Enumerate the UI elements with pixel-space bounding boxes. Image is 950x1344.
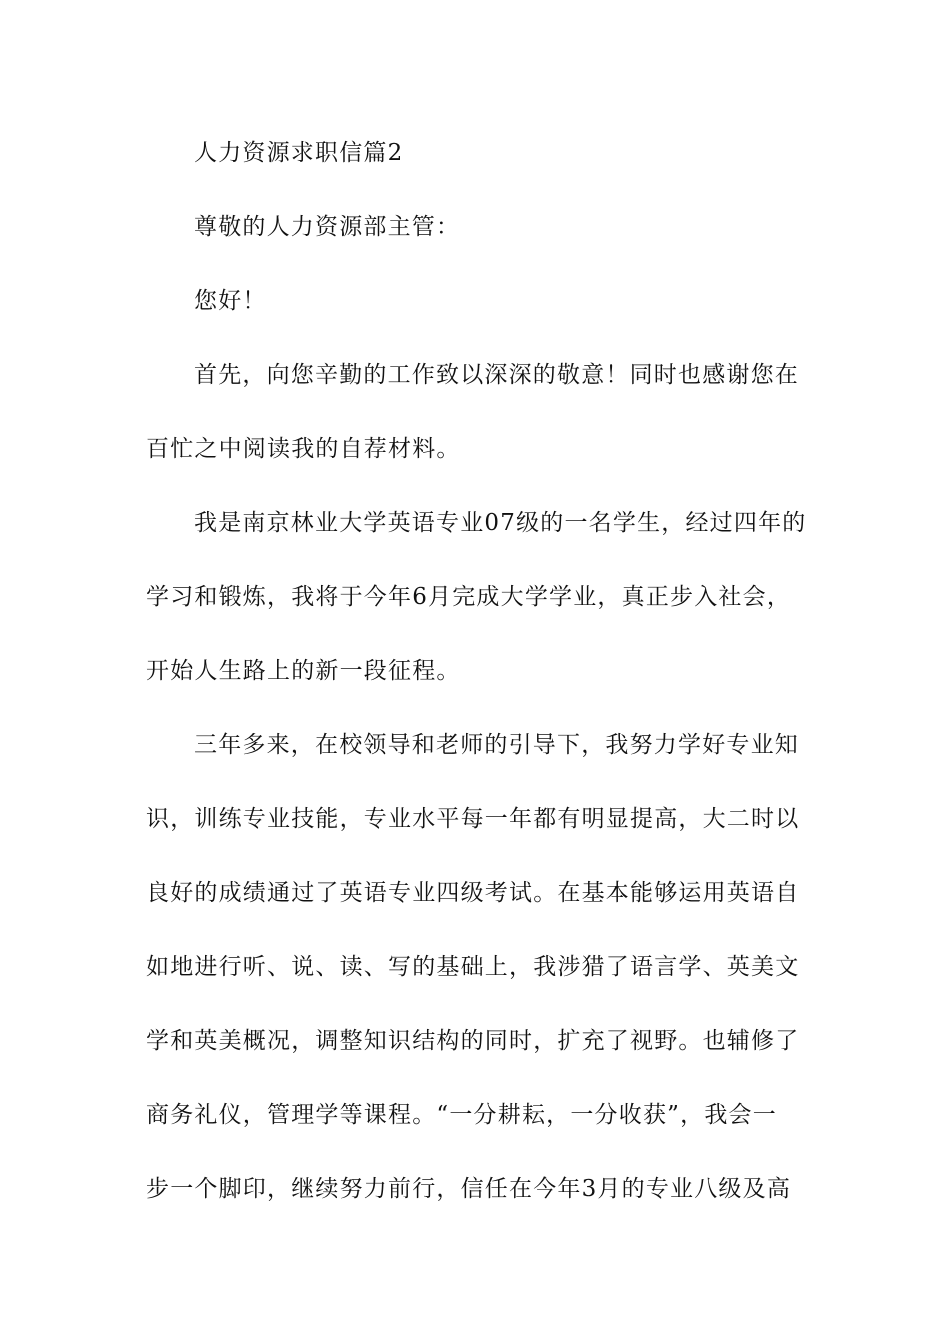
paragraph-line: 百忙之中阅读我的自荐材料。 — [146, 436, 461, 462]
paragraph-line: 学习和锻炼，我将于今年6月完成大学学业，真正步入社会， — [146, 584, 792, 610]
paragraph-line: 识，训练专业技能，专业水平每一年都有明显提高，大二时以 — [146, 806, 800, 832]
salutation: 尊敬的人力资源部主管： — [194, 214, 461, 240]
paragraph-line: 步一个脚印，继续努力前行，信任在今年3月的专业八级及高 — [146, 1176, 792, 1202]
paragraph-line: 学和英美概况，调整知识结构的同时，扩充了视野。也辅修了 — [146, 1028, 800, 1054]
document-title: 人力资源求职信篇2 — [194, 140, 404, 166]
paragraph-line: 商务礼仪，管理学等课程。“一分耕耘，一分收获”，我会一 — [146, 1102, 777, 1128]
paragraph-line: 首先，向您辛勤的工作致以深深的敬意！同时也感谢您在 — [194, 362, 799, 388]
paragraph-line: 如地进行听、说、读、写的基础上，我涉猎了语言学、英美文 — [146, 954, 800, 980]
greeting: 您好！ — [194, 288, 267, 314]
paragraph-line: 开始人生路上的新一段征程。 — [146, 658, 461, 684]
paragraph-line: 三年多来，在校领导和老师的引导下，我努力学好专业知 — [194, 732, 799, 758]
paragraph-line: 我是南京林业大学英语专业07级的一名学生，经过四年的 — [194, 510, 807, 536]
paragraph-line: 良好的成绩通过了英语专业四级考试。在基本能够运用英语自 — [146, 880, 800, 906]
